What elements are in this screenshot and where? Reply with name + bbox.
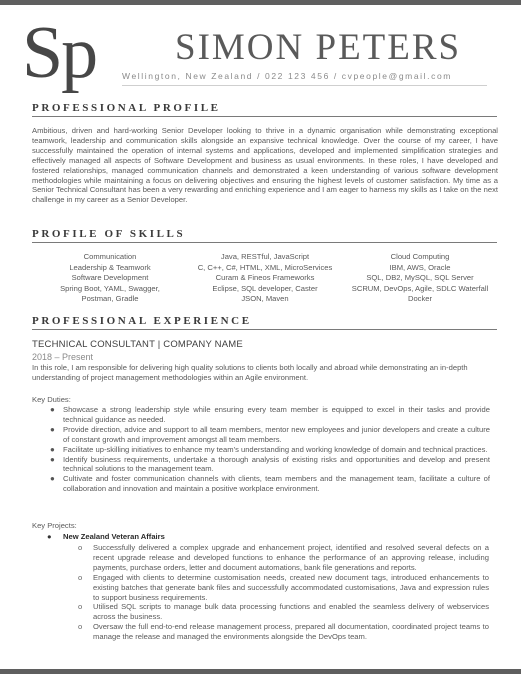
skills-divider <box>32 242 497 243</box>
skill-item: Software Development <box>71 273 149 283</box>
skill-item: Communication <box>83 252 137 261</box>
skills-column <box>187 252 343 305</box>
project-point-text: Successfully delivered a complex upgrade and enhancement project, identified and resolved several defects on a recent upgrade release and developed functions to enhance the performance of an approving release, including payments, purchase orders, letter and document automations, bank file generations and reports. <box>93 543 489 572</box>
list-item <box>77 602 489 622</box>
project-point-text: Engaged with clients to determine customisation needs, created new document tags, introduced enhancements to existing batches that generate bank files and successfully accommodated customisations, Java and expression rules to support business requirements. <box>93 572 489 602</box>
job-dates: 2018 – Present <box>32 352 94 362</box>
list-item <box>46 445 490 455</box>
list-item <box>46 455 490 475</box>
skills-column <box>32 252 188 305</box>
project-points-list <box>77 543 489 642</box>
profile-heading: PROFESSIONAL PROFILE <box>32 102 221 114</box>
skill-item: C, C++, C#, HTML, XML, MicroServices <box>197 262 333 272</box>
projects-label: Key Projects: <box>32 521 77 530</box>
job-intro: In this role, I am responsible for delivering high quality solutions to clients both locally and abroad while demonstrating an in-depth understanding of project management methodologies within an Agile environment. <box>32 363 468 382</box>
list-item <box>77 573 489 603</box>
candidate-name: SIMON PETERS <box>175 27 462 68</box>
experience-heading: PROFESSIONAL EXPERIENCE <box>32 315 252 327</box>
skill-item: IBM, AWS, Oracle <box>389 262 451 272</box>
project-name: New Zealand Veteran Affairs <box>63 532 165 541</box>
contact-line: Wellington, New Zealand / 022 123 456 / cvpeople@gmail.com <box>122 71 452 81</box>
profile-divider <box>32 116 497 117</box>
skill-item: Curam & Fineos Frameworks <box>215 273 315 283</box>
bullet-icon: ● <box>50 444 55 454</box>
skill-item: Postman, Gradle <box>81 294 139 304</box>
bullet-icon: ● <box>47 532 52 541</box>
skill-item: Docker <box>407 294 433 304</box>
contact-divider <box>122 85 487 86</box>
project-item <box>47 532 165 541</box>
duty-text: Showcase a strong leadership style while ensuring every team member is equipped to excel in their tasks and provide technical guidance as needed. <box>63 405 490 424</box>
skill-item: Spring Boot, YAML, Swagger, <box>60 283 160 293</box>
skill-item: SQL, DB2, MySQL, SQL Server <box>366 273 474 283</box>
skill-item: Eclipse, SQL developer, Caster <box>212 283 318 293</box>
circle-bullet-icon: o <box>78 622 83 632</box>
duty-text: Provide direction, advice and support to all team members, mentor new employees and junior developers and create a culture of constant growth and improvement amongst all team members. <box>63 424 490 444</box>
duty-text: Facilitate up-skilling initiatives to enhance my team’s understanding and working knowledge of domain and technical practices. <box>63 444 488 454</box>
duties-label: Key Duties: <box>32 395 71 404</box>
list-item <box>77 543 489 573</box>
skill-item: JSON, Maven <box>241 294 289 304</box>
project-point-text: Oversaw the full end-to-end release management process, prepared all documentation, coordinated project teams to manage the release and managed the environments alongside the DevOps team. <box>93 622 489 642</box>
list-item <box>46 425 490 445</box>
list-item <box>77 622 489 642</box>
list-item <box>46 405 490 425</box>
bullet-icon: ● <box>50 474 55 484</box>
bottom-border-bar <box>0 669 521 674</box>
skills-heading: PROFILE OF SKILLS <box>32 228 186 240</box>
skill-item: Java, RESTful, JavaScript <box>220 252 310 261</box>
duty-text: Cultivate and foster communication channels with clients, team members and the management team, facilitate a culture of collaboration and innovation and maintain a positive workplace environment. <box>63 474 490 494</box>
profile-paragraph: Ambitious, driven and hard-working Senior Developer looking to thrive in a dynamic organisation while demonstrating exceptional teamwork, leadership and communication skills alongside an expansive technical knowledge. Over the course of my career, I have successfully maintained the operation of internal systems and applications, developed and implemented simplification strategies and effectively managed all aspects of Software Development and business as usual environments. In these roles, I have developed and fostered relationships, managed communication channels and demonstrated a keen understanding of various software development methodologies while maintaining a focus on delivering objectives and ensuring the highest levels of customer satisfaction. My time as a Senior Technical Consultant has been a very rewarding and enriching experience and I am eager to harness my skills as I take on the next challenge in my career as a Senior Developer. <box>32 126 498 205</box>
list-item <box>46 474 490 494</box>
skills-column <box>342 252 498 305</box>
circle-bullet-icon: o <box>78 602 83 612</box>
bullet-icon: ● <box>50 405 55 414</box>
job-title: TECHNICAL CONSULTANT | COMPANY NAME <box>32 339 243 350</box>
project-point-text: Utilised SQL scripts to manage bulk data processing functions and enabled the seamless delivery of webservices across the business. <box>93 602 489 622</box>
top-border-bar <box>0 0 521 5</box>
experience-divider <box>32 329 497 330</box>
skill-item: Cloud Computing <box>390 252 450 261</box>
monogram-logo: Sp <box>22 12 97 94</box>
duties-list <box>46 405 490 494</box>
circle-bullet-icon: o <box>78 572 83 582</box>
skill-item: SCRUM, DevOps, Agile, SDLC Waterfall <box>351 283 489 293</box>
bullet-icon: ● <box>50 454 55 464</box>
bullet-icon: ● <box>50 424 55 434</box>
duty-text: Identify business requirements, undertake a thorough analysis of existing risks and opportunities and develop and present technical solutions to the management team. <box>63 454 490 474</box>
skill-item: Leadership & Teamwork <box>69 262 151 272</box>
circle-bullet-icon: o <box>78 543 83 552</box>
